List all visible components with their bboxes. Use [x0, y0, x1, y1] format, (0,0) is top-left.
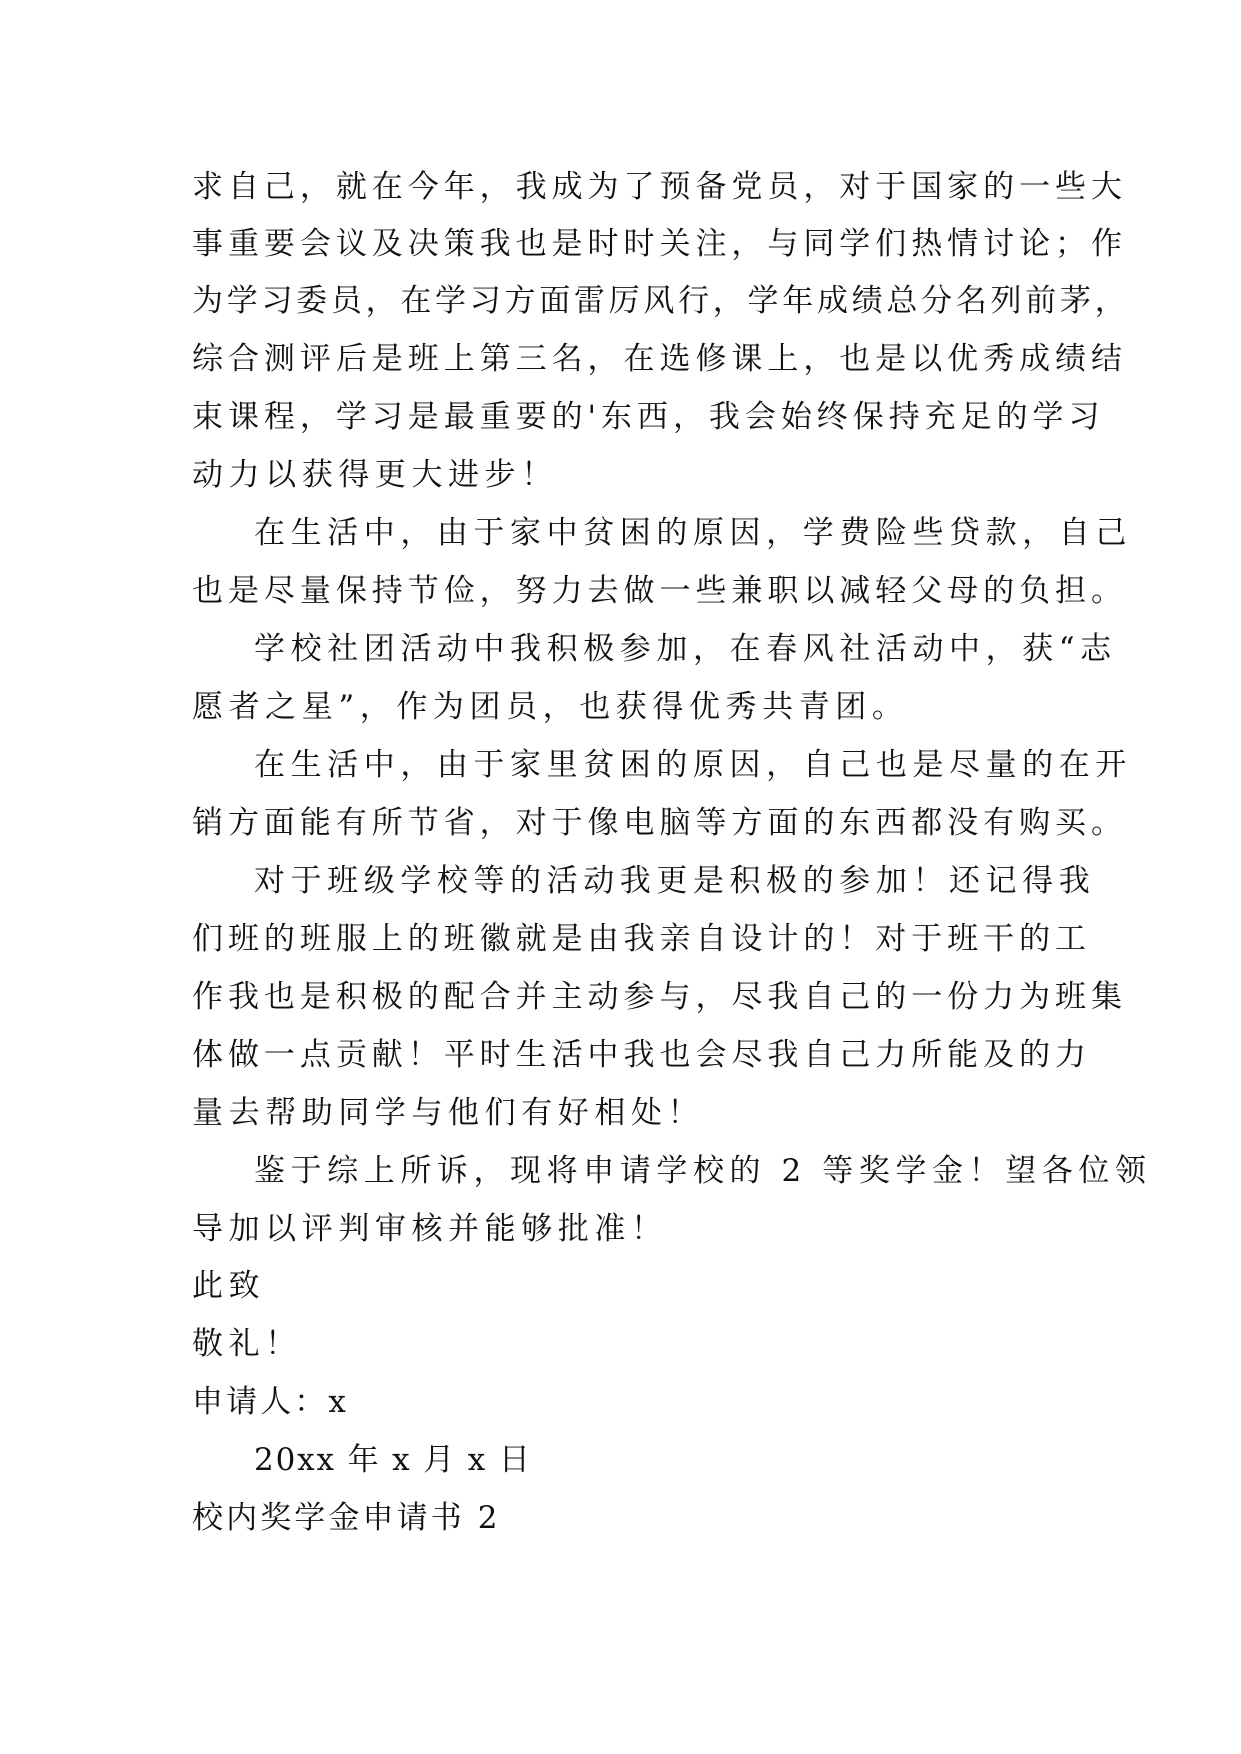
body-text-line: 动力以获得更大进步！ — [192, 457, 558, 493]
paragraph-first-line: 在生活中，由于家里贫困的原因，自己也是尽量的在开 — [254, 747, 1132, 783]
body-text-line: 事重要会议及决策我也是时时关注，与同学们热情讨论；作 — [192, 226, 1127, 262]
paragraph-first-line: 鉴于综上所诉，现将申请学校的 2 等奖学金！望各位领 — [254, 1153, 1152, 1189]
body-text-line: 束课程，学习是最重要的'东西，我会始终保持充足的学习 — [192, 399, 1105, 435]
body-text-line: 求自己，就在今年，我成为了预备党员，对于国家的一些大 — [192, 169, 1127, 205]
body-text-line: 们班的班服上的班徽就是由我亲自设计的！对于班干的工 — [192, 921, 1091, 957]
applicant-name: 申请人：x — [192, 1384, 349, 1420]
document-heading: 校内奖学金申请书 2 — [192, 1500, 501, 1536]
closing-regards: 敬礼！ — [192, 1326, 302, 1362]
body-text-line: 综合测评后是班上第三名，在选修课上，也是以优秀成绩结 — [192, 341, 1127, 377]
body-text-line: 作我也是积极的配合并主动参与，尽我自己的一份力为班集 — [192, 979, 1127, 1015]
paragraph-first-line: 学校社团活动中我积极参加，在春风社活动中，获“志 — [254, 631, 1117, 667]
body-text-line: 销方面能有所节省，对于像电脑等方面的东西都没有购买。 — [192, 805, 1127, 841]
application-date: 20xx 年 x 月 x 日 — [254, 1442, 532, 1478]
body-text-line: 量去帮助同学与他们有好相处！ — [192, 1095, 705, 1131]
body-text-line: 体做一点贡献！平时生活中我也会尽我自己力所能及的力 — [192, 1037, 1091, 1073]
closing-salutation: 此致 — [192, 1268, 266, 1304]
paragraph-first-line: 对于班级学校等的活动我更是积极的参加！还记得我 — [254, 863, 1096, 899]
body-text-line: 也是尽量保持节俭，努力去做一些兼职以减轻父母的负担。 — [192, 573, 1127, 609]
body-text-line: 导加以评判审核并能够批准！ — [192, 1211, 668, 1247]
body-text-line: 愿者之星”，作为团员，也获得优秀共青团。 — [192, 689, 909, 725]
body-text-line: 为学习委员，在学习方面雷厉风行，学年成绩总分名列前茅， — [192, 283, 1130, 319]
paragraph-first-line: 在生活中，由于家中贫困的原因，学费险些贷款，自己 — [254, 515, 1132, 551]
